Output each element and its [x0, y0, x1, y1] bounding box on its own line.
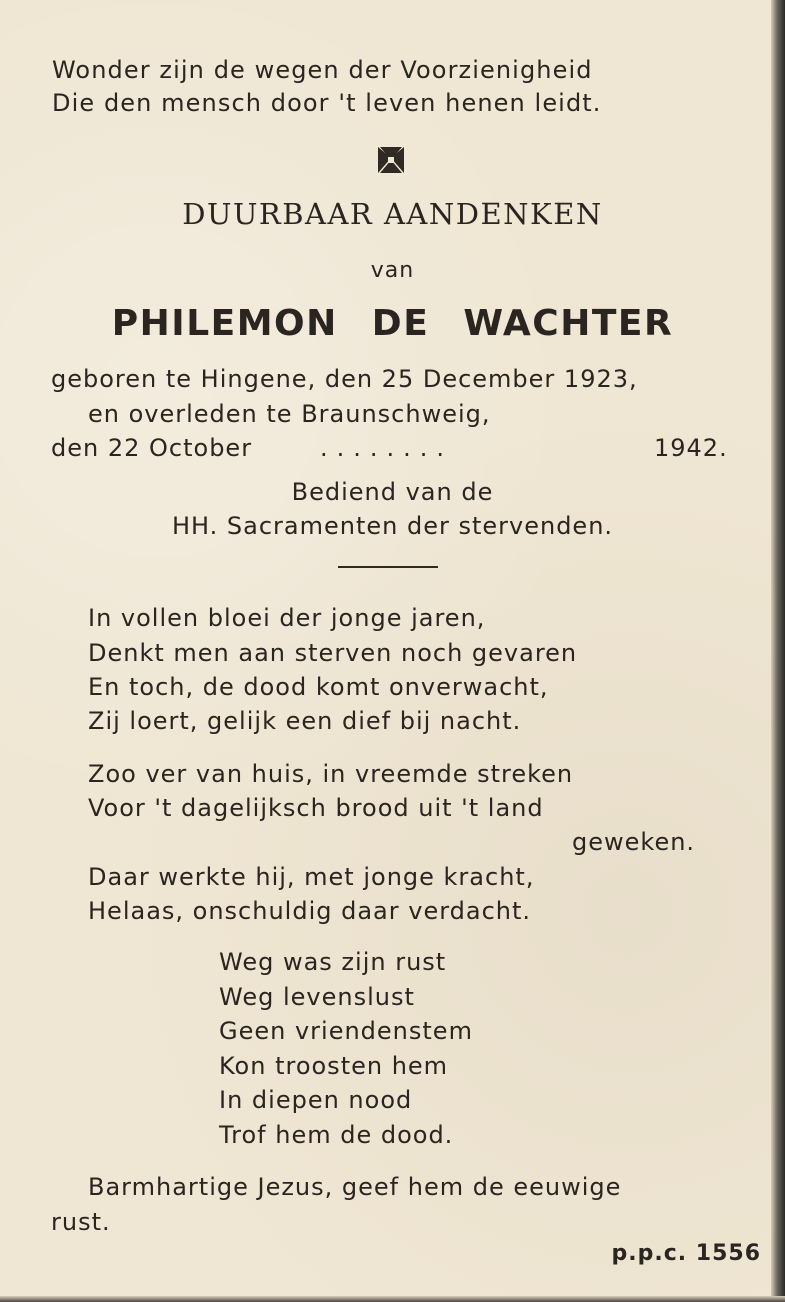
section-divider	[338, 566, 438, 568]
poem-stanza3-line-1: Weg was zijn rust	[219, 948, 447, 976]
poem-stanza1-line-2: Denkt men aan sterven noch gevaren	[88, 639, 578, 667]
poem-stanza2-line-4: Daar werkte hij, met jonge kracht,	[88, 863, 535, 891]
death-year: 1942.	[654, 434, 728, 462]
poem-stanza1-line-4: Zij loert, gelijk een dief bij nacht.	[88, 707, 522, 735]
poem-stanza2-line-2: Voor 't dagelijksch brood uit 't land	[88, 794, 544, 822]
poem-stanza3-line-6: Trof hem de dood.	[219, 1121, 454, 1149]
poem-stanza2-line-3: geweken.	[572, 828, 696, 856]
death-date-prefix: den 22 October	[51, 434, 253, 462]
card-title: DUURBAAR AANDENKEN	[182, 197, 603, 231]
print-code: p.p.c. 1556	[611, 1241, 761, 1266]
poem-stanza3-line-2: Weg levenslust	[219, 983, 415, 1011]
deceased-name: PHILEMON DE WACHTER	[111, 303, 674, 344]
death-place-line: en overleden te Braunschweig,	[88, 400, 491, 428]
prayer-line-2: rust.	[51, 1208, 111, 1236]
prayer-line-1: Barmhartige Jezus, geef hem de eeuwige	[88, 1173, 622, 1201]
poem-stanza1-line-3: En toch, de dood komt onverwacht,	[88, 673, 549, 701]
poem-stanza1-line-1: In vollen bloei der jonge jaren,	[88, 604, 486, 632]
card-bottom-edge	[0, 1296, 785, 1302]
intro-line-1: Wonder zijn de wegen der Voorzienigheid	[52, 56, 593, 84]
poem-stanza3-line-5: In diepen nood	[219, 1086, 413, 1114]
maltese-cross-icon	[374, 145, 408, 175]
card-right-edge	[771, 0, 785, 1302]
sacrament-line-2: HH. Sacramenten der stervenden.	[171, 512, 614, 540]
death-date-dots: ........	[320, 434, 454, 462]
sacrament-line-1: Bediend van de	[291, 478, 494, 506]
poem-stanza2-line-1: Zoo ver van huis, in vreemde streken	[88, 760, 574, 788]
poem-stanza3-line-3: Geen vriendenstem	[219, 1017, 473, 1045]
van-label: van	[370, 258, 415, 283]
poem-stanza3-line-4: Kon troosten hem	[219, 1052, 449, 1080]
birth-line: geboren te Hingene, den 25 December 1923,	[51, 365, 638, 393]
intro-line-2: Die den mensch door 't leven henen leidt.	[52, 89, 602, 117]
poem-stanza2-line-5: Helaas, onschuldig daar verdacht.	[88, 897, 532, 925]
